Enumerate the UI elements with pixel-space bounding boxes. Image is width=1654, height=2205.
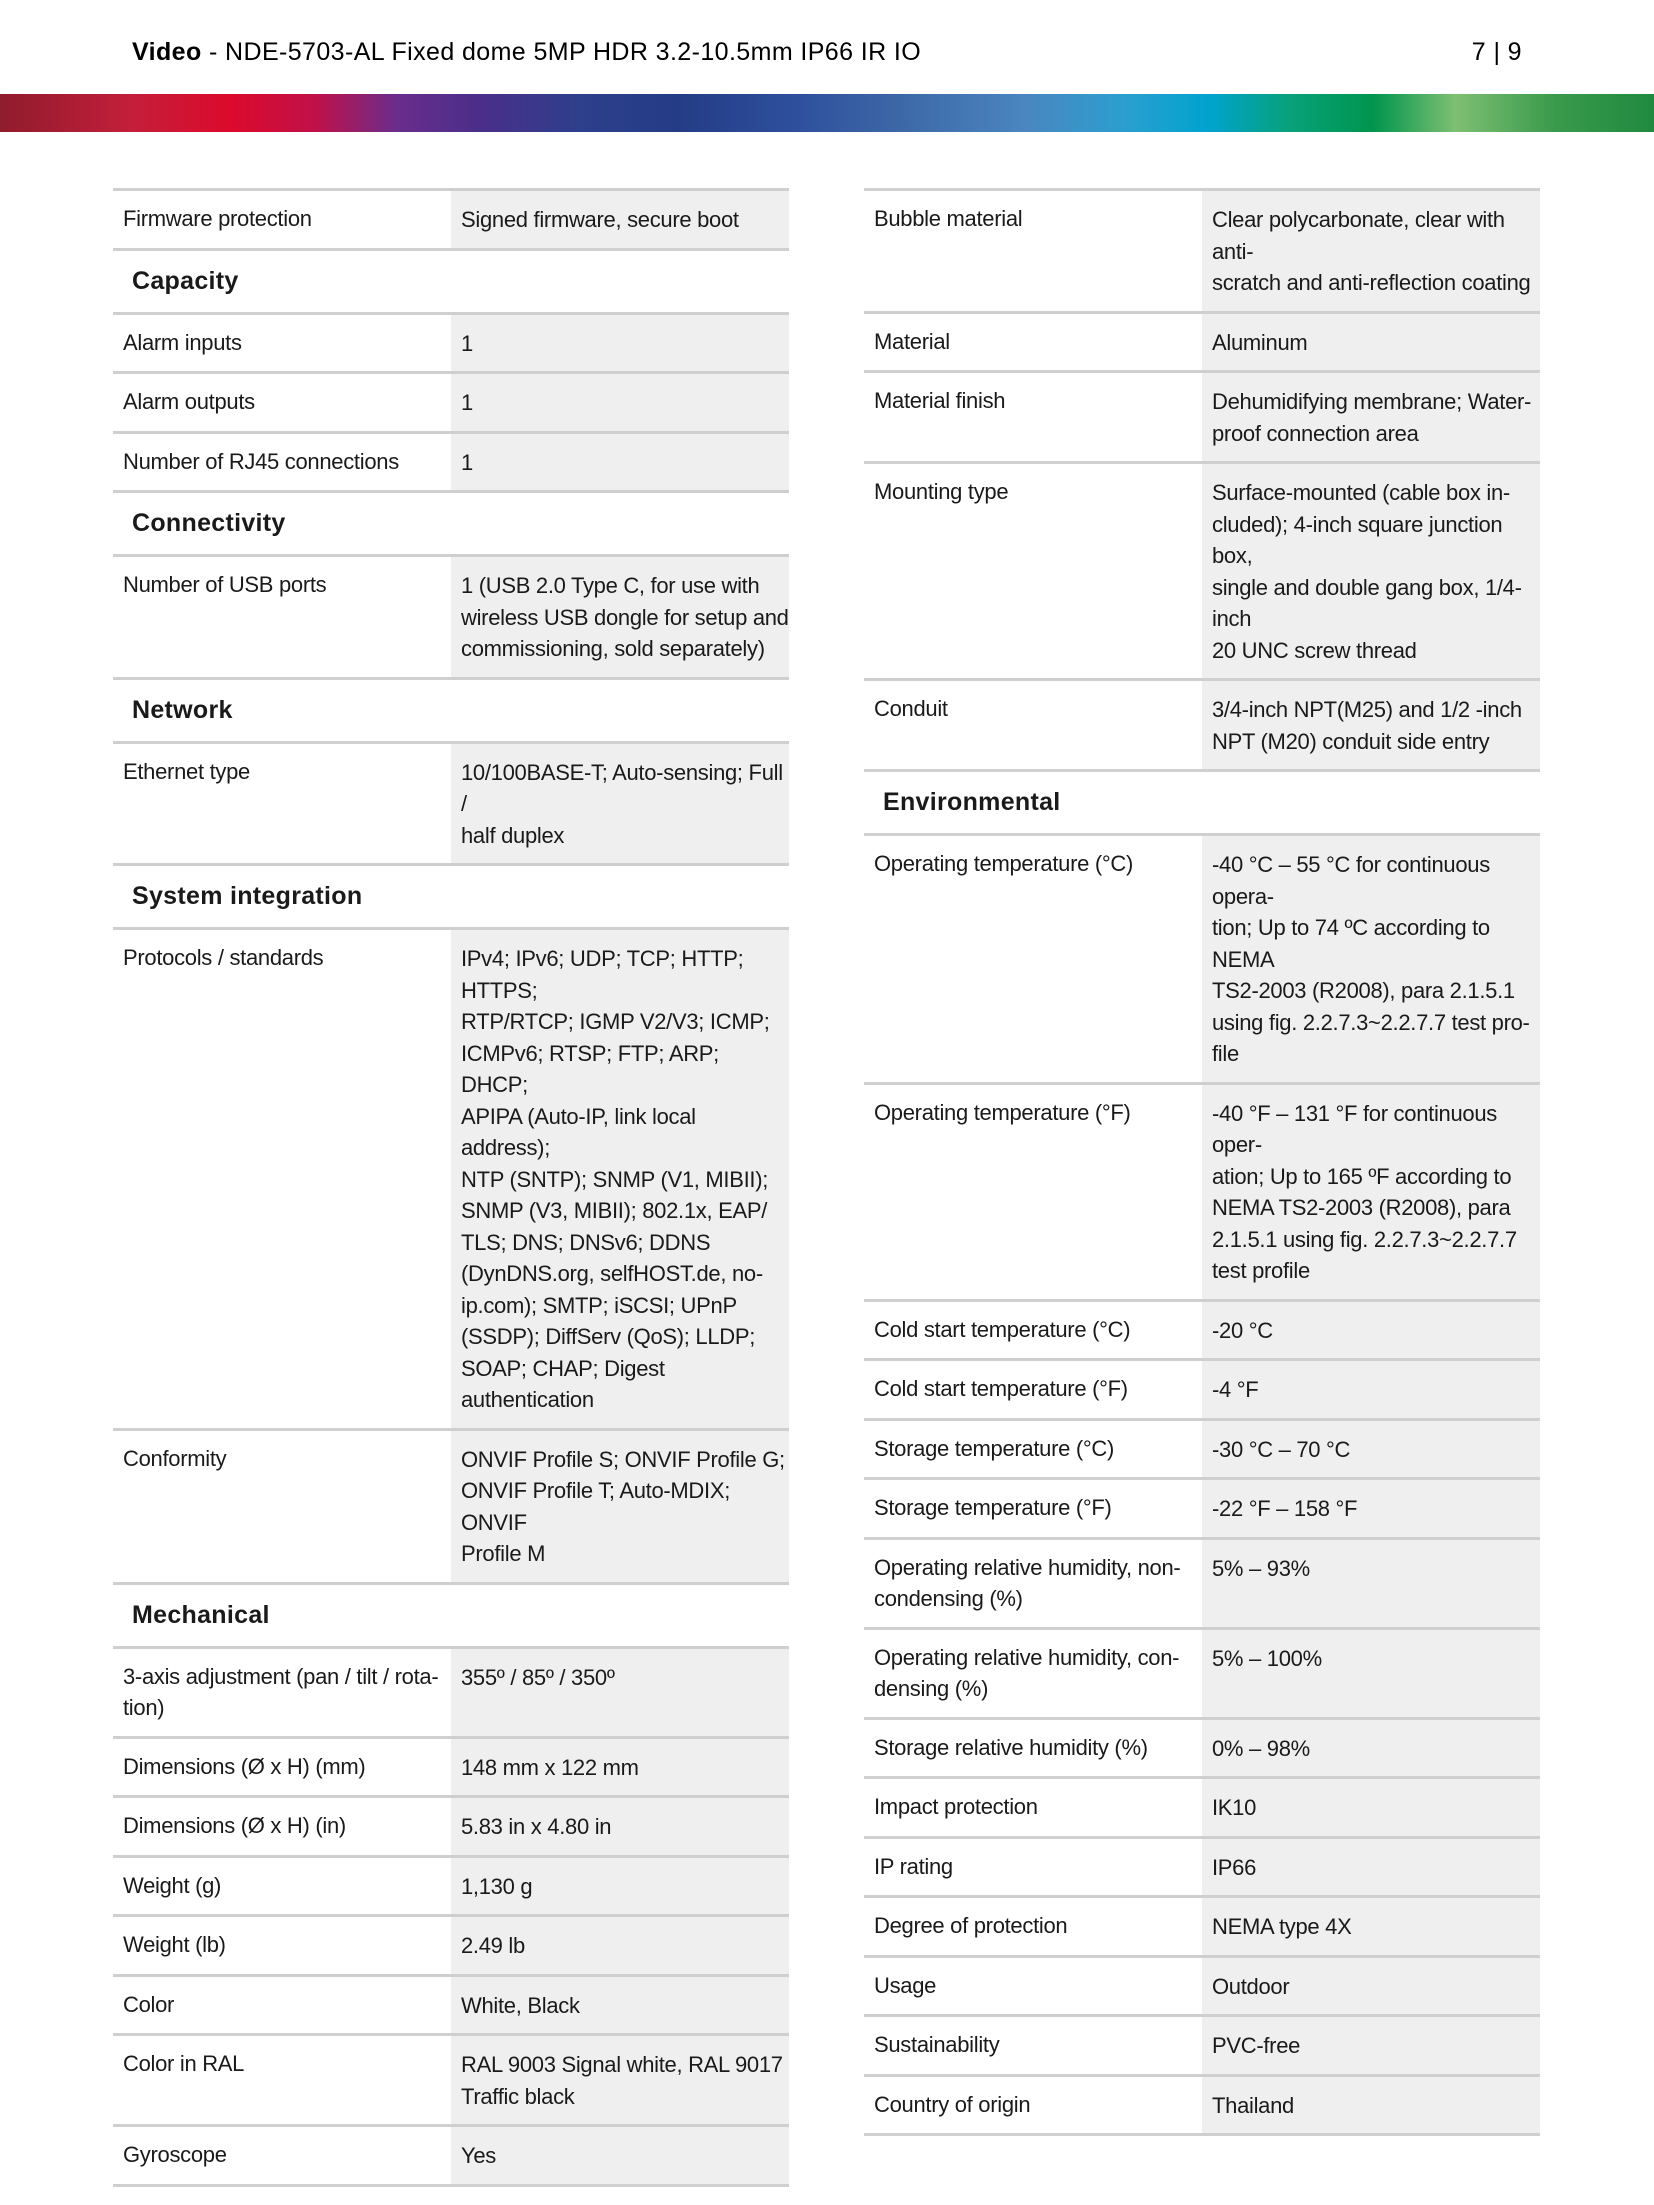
spec-row xyxy=(864,311,1540,371)
spec-label: Operating temperature (°C) xyxy=(874,851,1133,876)
spec-row xyxy=(113,188,789,248)
spec-label: 3-axis adjustment (pan / tilt / rota- tion) xyxy=(123,1663,439,1720)
spec-label: Impact protection xyxy=(874,1794,1038,1819)
section-heading-connectivity: Connectivity xyxy=(113,490,789,554)
spec-row xyxy=(113,2033,789,2124)
spec-label: Storage relative humidity (%) xyxy=(874,1734,1148,1760)
spec-row xyxy=(113,371,789,431)
spec-label: IP rating xyxy=(874,1853,953,1879)
spec-value: Clear polycarbonate, clear with anti- scratch and anti-reflection coating xyxy=(1202,191,1540,311)
spec-row xyxy=(864,1836,1540,1896)
spec-row xyxy=(113,1974,789,2034)
spec-value: Aluminum xyxy=(1202,314,1540,371)
spec-label: Color xyxy=(123,1991,175,2017)
spec-label: Conduit xyxy=(874,696,948,721)
spec-value: 1 (USB 2.0 Type C, for use with wireless USB dongle for setup and commissioning, sold separately) xyxy=(451,557,789,677)
spec-value: 5.83 in x 4.80 in xyxy=(451,1798,789,1855)
spec-label: Alarm inputs xyxy=(123,329,242,355)
spec-value: RAL 9003 Signal white, RAL 9017 Traffic black xyxy=(451,2036,789,2124)
spec-value: 148 mm x 122 mm xyxy=(451,1739,789,1796)
spec-row xyxy=(113,927,789,1428)
spec-label: Dimensions (Ø x H) (mm) xyxy=(123,1753,366,1779)
spec-label: Operating relative humidity, non- condensing (%) xyxy=(874,1554,1181,1611)
spec-label: Number of USB ports xyxy=(123,572,327,597)
spec-value: 1 xyxy=(451,315,789,372)
spec-row xyxy=(864,1082,1540,1299)
spec-value: 1 xyxy=(451,374,789,431)
spec-row xyxy=(113,1855,789,1915)
section-heading-system-integration: System integration xyxy=(113,863,789,927)
spec-value: Surface-mounted (cable box in- cluded); 4-inch square junction box, single and double gang box, 1/4-inch 20 UNC screw thread xyxy=(1202,464,1540,678)
section-heading-environmental: Environmental xyxy=(864,769,1540,833)
page-number: 7 | 9 xyxy=(1471,38,1522,66)
spec-value: -4 °F xyxy=(1202,1361,1540,1418)
spec-row xyxy=(113,1914,789,1974)
spec-row xyxy=(864,833,1540,1082)
spec-label: Degree of protection xyxy=(874,1913,1068,1938)
spec-value: ONVIF Profile S; ONVIF Profile G; ONVIF Profile T; Auto-MDIX; ONVIF Profile M xyxy=(451,1431,789,1582)
spec-row xyxy=(113,741,789,864)
spec-label: Ethernet type xyxy=(123,758,250,784)
spec-value: 355º / 85º / 350º xyxy=(451,1649,789,1736)
spec-label: Weight (g) xyxy=(123,1872,222,1898)
section-heading-mechanical: Mechanical xyxy=(113,1582,789,1646)
spec-value: IPv4; IPv6; UDP; TCP; HTTP; HTTPS; RTP/RTCP; IGMP V2/V3; ICMP; ICMPv6; RTSP; FTP; ARP; DHCP; APIPA (Auto-IP, link local address); NTP (SNTP); SNMP (V1, MIBII); SNMP (V3, MIBII); 802.1x, EAP/ TLS; DNS; DNSv6; DDNS (DynDNS.org, selfHOST.de, no- ip.com); SMTP; iSCSI; UPnP (SSDP); DiffServ (QoS); LLDP; SOAP; CHAP; Digest authentication xyxy=(451,930,789,1428)
document-category: Video xyxy=(132,38,202,66)
page-header xyxy=(132,34,1522,70)
spec-label: Storage temperature (°F) xyxy=(874,1495,1112,1520)
spec-value: 3/4-inch NPT(M25) and 1/2 -inch NPT (M20) conduit side entry xyxy=(1202,681,1540,769)
spec-value: 5% – 100% xyxy=(1202,1630,1540,1717)
spec-label: Sustainability xyxy=(874,2032,1000,2057)
spec-row xyxy=(864,1717,1540,1777)
spec-value: 2.49 lb xyxy=(451,1917,789,1974)
spec-value: -22 °F – 158 °F xyxy=(1202,1480,1540,1537)
spec-row xyxy=(864,1477,1540,1537)
section-heading-network: Network xyxy=(113,677,789,741)
spec-row xyxy=(113,2124,789,2187)
spec-label: Usage xyxy=(874,1972,937,1998)
spec-table-left xyxy=(113,188,789,2187)
spec-value: 1,130 g xyxy=(451,1858,789,1915)
brand-color-band xyxy=(0,94,1654,132)
spec-label: Weight (lb) xyxy=(123,1932,226,1957)
spec-row xyxy=(864,370,1540,461)
spec-row xyxy=(113,1428,789,1582)
spec-row xyxy=(864,2074,1540,2137)
spec-row xyxy=(864,1418,1540,1478)
spec-value: Signed firmware, secure boot xyxy=(451,191,789,248)
spec-label: Storage temperature (°C) xyxy=(874,1435,1115,1461)
spec-label: Cold start temperature (°C) xyxy=(874,1316,1131,1342)
spec-label: Color in RAL xyxy=(123,2051,245,2076)
spec-row xyxy=(864,2014,1540,2074)
spec-row xyxy=(864,1955,1540,2015)
spec-label: Conformity xyxy=(123,1445,227,1471)
spec-table-right xyxy=(864,188,1540,2136)
spec-row xyxy=(864,1895,1540,1955)
spec-value: Yes xyxy=(451,2127,789,2184)
spec-value: -20 °C xyxy=(1202,1302,1540,1359)
document-title: - NDE-5703-AL Fixed dome 5MP HDR 3.2-10.5mm IP66 IR IO xyxy=(201,38,922,66)
spec-label: Number of RJ45 connections xyxy=(123,448,399,474)
spec-row xyxy=(113,1795,789,1855)
spec-value: PVC-free xyxy=(1202,2017,1540,2074)
spec-value: White, Black xyxy=(451,1977,789,2034)
spec-row xyxy=(864,1537,1540,1627)
spec-label: Material xyxy=(874,328,950,354)
spec-label: Country of origin xyxy=(874,2091,1031,2117)
spec-value: NEMA type 4X xyxy=(1202,1898,1540,1955)
spec-row xyxy=(864,1776,1540,1836)
spec-value: 0% – 98% xyxy=(1202,1720,1540,1777)
spec-value: Dehumidifying membrane; Water- proof connection area xyxy=(1202,373,1540,461)
spec-label: Mounting type xyxy=(874,479,1009,504)
spec-row xyxy=(113,1736,789,1796)
spec-row xyxy=(113,554,789,677)
spec-row xyxy=(864,678,1540,769)
spec-label: Material finish xyxy=(874,388,1006,413)
spec-value: IP66 xyxy=(1202,1839,1540,1896)
spec-label: Gyroscope xyxy=(123,2142,227,2167)
spec-row xyxy=(113,1646,789,1736)
spec-value: 10/100BASE-T; Auto-sensing; Full / half duplex xyxy=(451,744,789,864)
spec-value: -40 °F – 131 °F for continuous oper- ation; Up to 165 ºF according to NEMA TS2-2003 (R2008), para 2.1.5.1 using fig. 2.2.7.3~2.2.7.7 test profile xyxy=(1202,1085,1540,1299)
spec-value: Thailand xyxy=(1202,2077,1540,2134)
spec-label: Dimensions (Ø x H) (in) xyxy=(123,1813,346,1838)
spec-label: Protocols / standards xyxy=(123,945,324,970)
spec-row xyxy=(864,1627,1540,1717)
spec-row xyxy=(113,312,789,372)
spec-label: Cold start temperature (°F) xyxy=(874,1376,1128,1401)
spec-label: Operating temperature (°F) xyxy=(874,1099,1131,1125)
spec-row xyxy=(864,1358,1540,1418)
spec-label: Alarm outputs xyxy=(123,389,255,414)
section-heading-capacity: Capacity xyxy=(113,248,789,312)
spec-row xyxy=(864,461,1540,678)
spec-value: IK10 xyxy=(1202,1779,1540,1836)
spec-row xyxy=(113,431,789,491)
spec-label: Bubble material xyxy=(874,206,1023,231)
spec-row xyxy=(864,1299,1540,1359)
spec-value: -40 °C – 55 °C for continuous opera- tion; Up to 74 ºC according to NEMA TS2-2003 (R2008), para 2.1.5.1 using fig. 2.2.7.3~2.2.7.7 test pro- file xyxy=(1202,836,1540,1082)
spec-label: Operating relative humidity, con- densing (%) xyxy=(874,1644,1180,1701)
spec-value: Outdoor xyxy=(1202,1958,1540,2015)
spec-value: 1 xyxy=(451,434,789,491)
spec-value: 5% – 93% xyxy=(1202,1540,1540,1627)
spec-value: -30 °C – 70 °C xyxy=(1202,1421,1540,1478)
spec-row xyxy=(864,188,1540,311)
spec-label: Firmware protection xyxy=(123,206,312,231)
